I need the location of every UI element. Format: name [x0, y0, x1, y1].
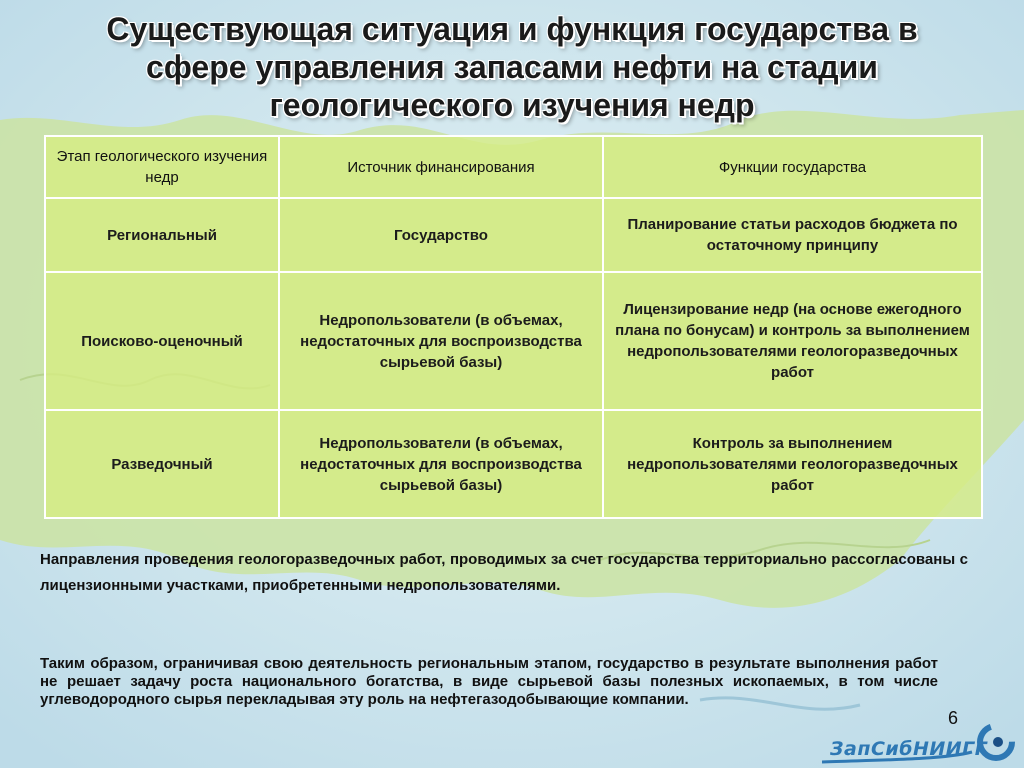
table-header-row: [45, 136, 982, 198]
cell-functions: Лицензирование недр (на основе ежегодного плана по бонусам) и контроль за выполнением недропользователями геологоразведочных работ: [603, 272, 982, 410]
company-logo: [822, 716, 1018, 766]
cell-source: Государство: [279, 198, 603, 272]
title-line-2: сфере управления запасами нефти на стадии: [146, 49, 878, 85]
state-functions-table: [44, 135, 983, 519]
page-title: [30, 10, 994, 124]
header-source: Источник финансирования: [279, 136, 603, 198]
title-line-1: Существующая ситуация и функция государства в: [106, 11, 918, 47]
table-row: [45, 272, 982, 410]
paragraph-directions: Направления проведения геологоразведочных работ, проводимых за счет государства территориально рассогласованы с лицензионными участками, приобретенными недропользователями.: [40, 551, 968, 594]
header-stage: Этап геологического изучения недр: [45, 136, 279, 198]
cell-stage: Региональный: [45, 198, 279, 272]
cell-stage: Разведочный: [45, 410, 279, 518]
logo-text: ЗапСибНИИГГ: [830, 738, 988, 760]
page-number: 6: [948, 708, 959, 728]
cell-functions: Планирование статьи расходов бюджета по остаточному принципу: [603, 198, 982, 272]
table-row: [45, 410, 982, 518]
header-functions: Функции государства: [603, 136, 982, 198]
cell-stage: Поисково-оценочный: [45, 272, 279, 410]
cell-source: Недропользователи (в объемах, недостаточных для воспроизводства сырьевой базы): [279, 272, 603, 410]
cell-source: Недропользователи (в объемах, недостаточных для воспроизводства сырьевой базы): [279, 410, 603, 518]
title-line-3: геологического изучения недр: [269, 87, 755, 123]
cell-functions: Контроль за выполнением недропользователями геологоразведочных работ: [603, 410, 982, 518]
paragraph-conclusion: Таким образом, ограничивая свою деятельность региональным этапом, государство в результате выполнения работ не решает задачу роста национального богатства, в виде сырьевой базы полезных ископаемых, в том числе углеводородного сырья перекладывая эту роль на нефтегазодобывающие компании.: [40, 655, 938, 708]
table-row: [45, 198, 982, 272]
